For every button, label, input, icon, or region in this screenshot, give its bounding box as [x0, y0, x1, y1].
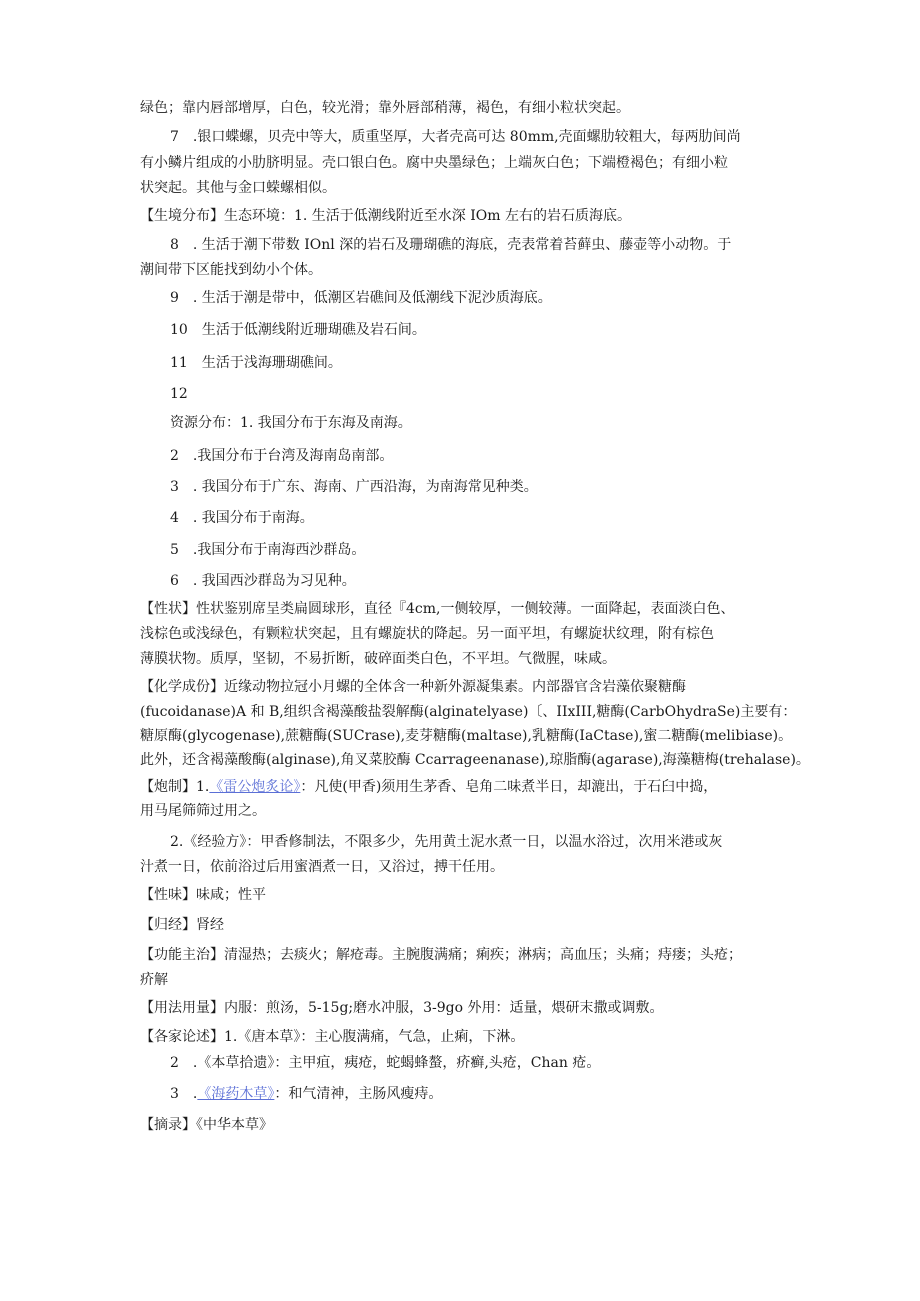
text-line: 薄膜状物。质厚，坚韧，不易折断，破碎面类白色，不平坦。气微腥，味咸。: [140, 651, 616, 667]
text-line: 12: [170, 386, 188, 402]
text-line: 有小鳞片组成的小肋脐明显。壳口银白色。腐中央墨绿色；上端灰白色；下端橙褐色；有细小粒: [140, 155, 728, 171]
text-line: 6 . 我国西沙群岛为习见种。: [170, 573, 356, 589]
section-processing-head: 【炮制】1.: [140, 779, 210, 795]
text-line: 2 .我国分布于台湾及海南岛南部。: [170, 448, 394, 464]
section-processing-text: ：凡使(甲香)须用生茅香、皂角二味煮半日，却漉出，于石臼中捣，: [300, 779, 718, 795]
reference-link-leigong[interactable]: 《雷公炮炙论》: [209, 779, 301, 795]
text-line: 9 . 生活于潮是带中，低潮区岩礁间及低潮线下泥沙质海底。: [170, 290, 552, 306]
text-line: 绿色；靠内唇部增厚，白色，较光滑；靠外唇部稍薄，褐色，有细小粒状突起。: [140, 100, 630, 116]
text-line: 7 .银口蝶螺，贝壳中等大，质重坚厚，大者壳高可达 80mm,壳面螺肋较粗大，每两肋间尚: [170, 129, 741, 145]
section-source: 【摘录】《中华本草》: [140, 1117, 273, 1133]
text-line: 疥解: [140, 972, 168, 988]
section-habitat: 【生境分布】生态环境：1. 生活于低潮线附近至水深 IOm 左右的岩石质海底。: [140, 208, 631, 224]
text-line: 糖原酶(glycogenase),蔗糖酶(SUCrase),麦芽糖酶(maltase),乳糖酶(IaCtase),蜜二糖酶(melibiase)。: [140, 728, 793, 744]
text-line: 此外，还含褐藻酸酶(alginase),角叉菜胶酶 Ccarrageenanase),琼脂酶(agarase),海藻糖梅(trehalase)。: [140, 752, 810, 768]
text-line: 状突起。其他与金口蝾螺相似。: [140, 180, 336, 196]
text-line: 2.《经验方》：甲香修制法，不限多少，先用黄土泥水煮一日，以温水浴过，次用米港或灰: [170, 834, 723, 850]
reference-link-haiyao[interactable]: 《海药木草》: [197, 1086, 275, 1102]
section-properties: 【性状】性状鉴别席呈类扁圆球形，直径『4cm,一侧较厚，一侧较薄。一面降起，表面淡白色、: [140, 601, 735, 617]
text-line: [170, 1084, 442, 1104]
text-line: 8 . 生活于潮下带数 IOnl 深的岩石及珊瑚礁的海底，壳表常着苔藓虫、藤壶等小动物。于: [170, 237, 732, 253]
text-line: 3 . 我国分布于广东、海南、广西沿海，为南海常见种类。: [170, 479, 538, 495]
text-line: 2 .《本草拾遗》：主甲疽，痍疮，蛇蝎蜂螯，疥癣,头疮，Chan 疮。: [170, 1055, 601, 1071]
text-line: 资源分布：1. 我国分布于东海及南海。: [170, 415, 412, 431]
section-discussion: 【各家论述】1.《唐本草》：主心腹满痛，气急，止痢，下淋。: [140, 1029, 525, 1045]
item-number: 3 .: [170, 1086, 198, 1102]
section-meridian: 【归经】肾经: [140, 917, 224, 933]
section-chemistry: 【化学成份】近缘动物拉冠小月螺的全体含一种新外源凝集素。内部器官含岩藻依聚糖酶: [140, 679, 686, 695]
section-taste: 【性味】味咸；性平: [140, 887, 266, 903]
text-line: 潮间带下区能找到幼小个体。: [140, 262, 322, 278]
text-line: 浅棕色或浅绿色，有颗粒状突起，且有螺旋状的降起。另一面平坦，有螺旋状纹理，附有棕色: [140, 626, 714, 642]
text-line: 5 .我国分布于南海西沙群岛。: [170, 542, 366, 558]
section-processing: [140, 777, 717, 797]
text-line: 用马尾筛筛过用之。: [140, 803, 266, 819]
item-text: ：和气清神，主肠风瘦痔。: [274, 1086, 443, 1102]
section-indications: 【功能主治】清湿热；去痰火；解疮毒。主腕腹满痛；痢疾；淋病；高血压；头痛；痔瘘；头疮；: [140, 947, 742, 963]
text-line: 10 生活于低潮线附近珊瑚礁及岩石间。: [170, 322, 426, 338]
text-line: 汁煮一日，依前浴过后用蜜酒煮一日，又浴过，搏干任用。: [140, 859, 504, 875]
text-line: 11 生活于浅海珊瑚礁间。: [170, 355, 342, 371]
section-dosage: 【用法用量】内服：煎汤，5-15g;磨水冲服，3-9go 外用：适量，煨研末撒或调敷。: [140, 1000, 664, 1016]
text-line: 4 . 我国分布于南海。: [170, 510, 314, 526]
text-line: (fucoidanase)A 和 B,组织含褐藻酸盐裂解酶(alginatelyase)〔、IIxIII,糖酶(CarbOhydraSe)主要有：: [140, 704, 797, 720]
